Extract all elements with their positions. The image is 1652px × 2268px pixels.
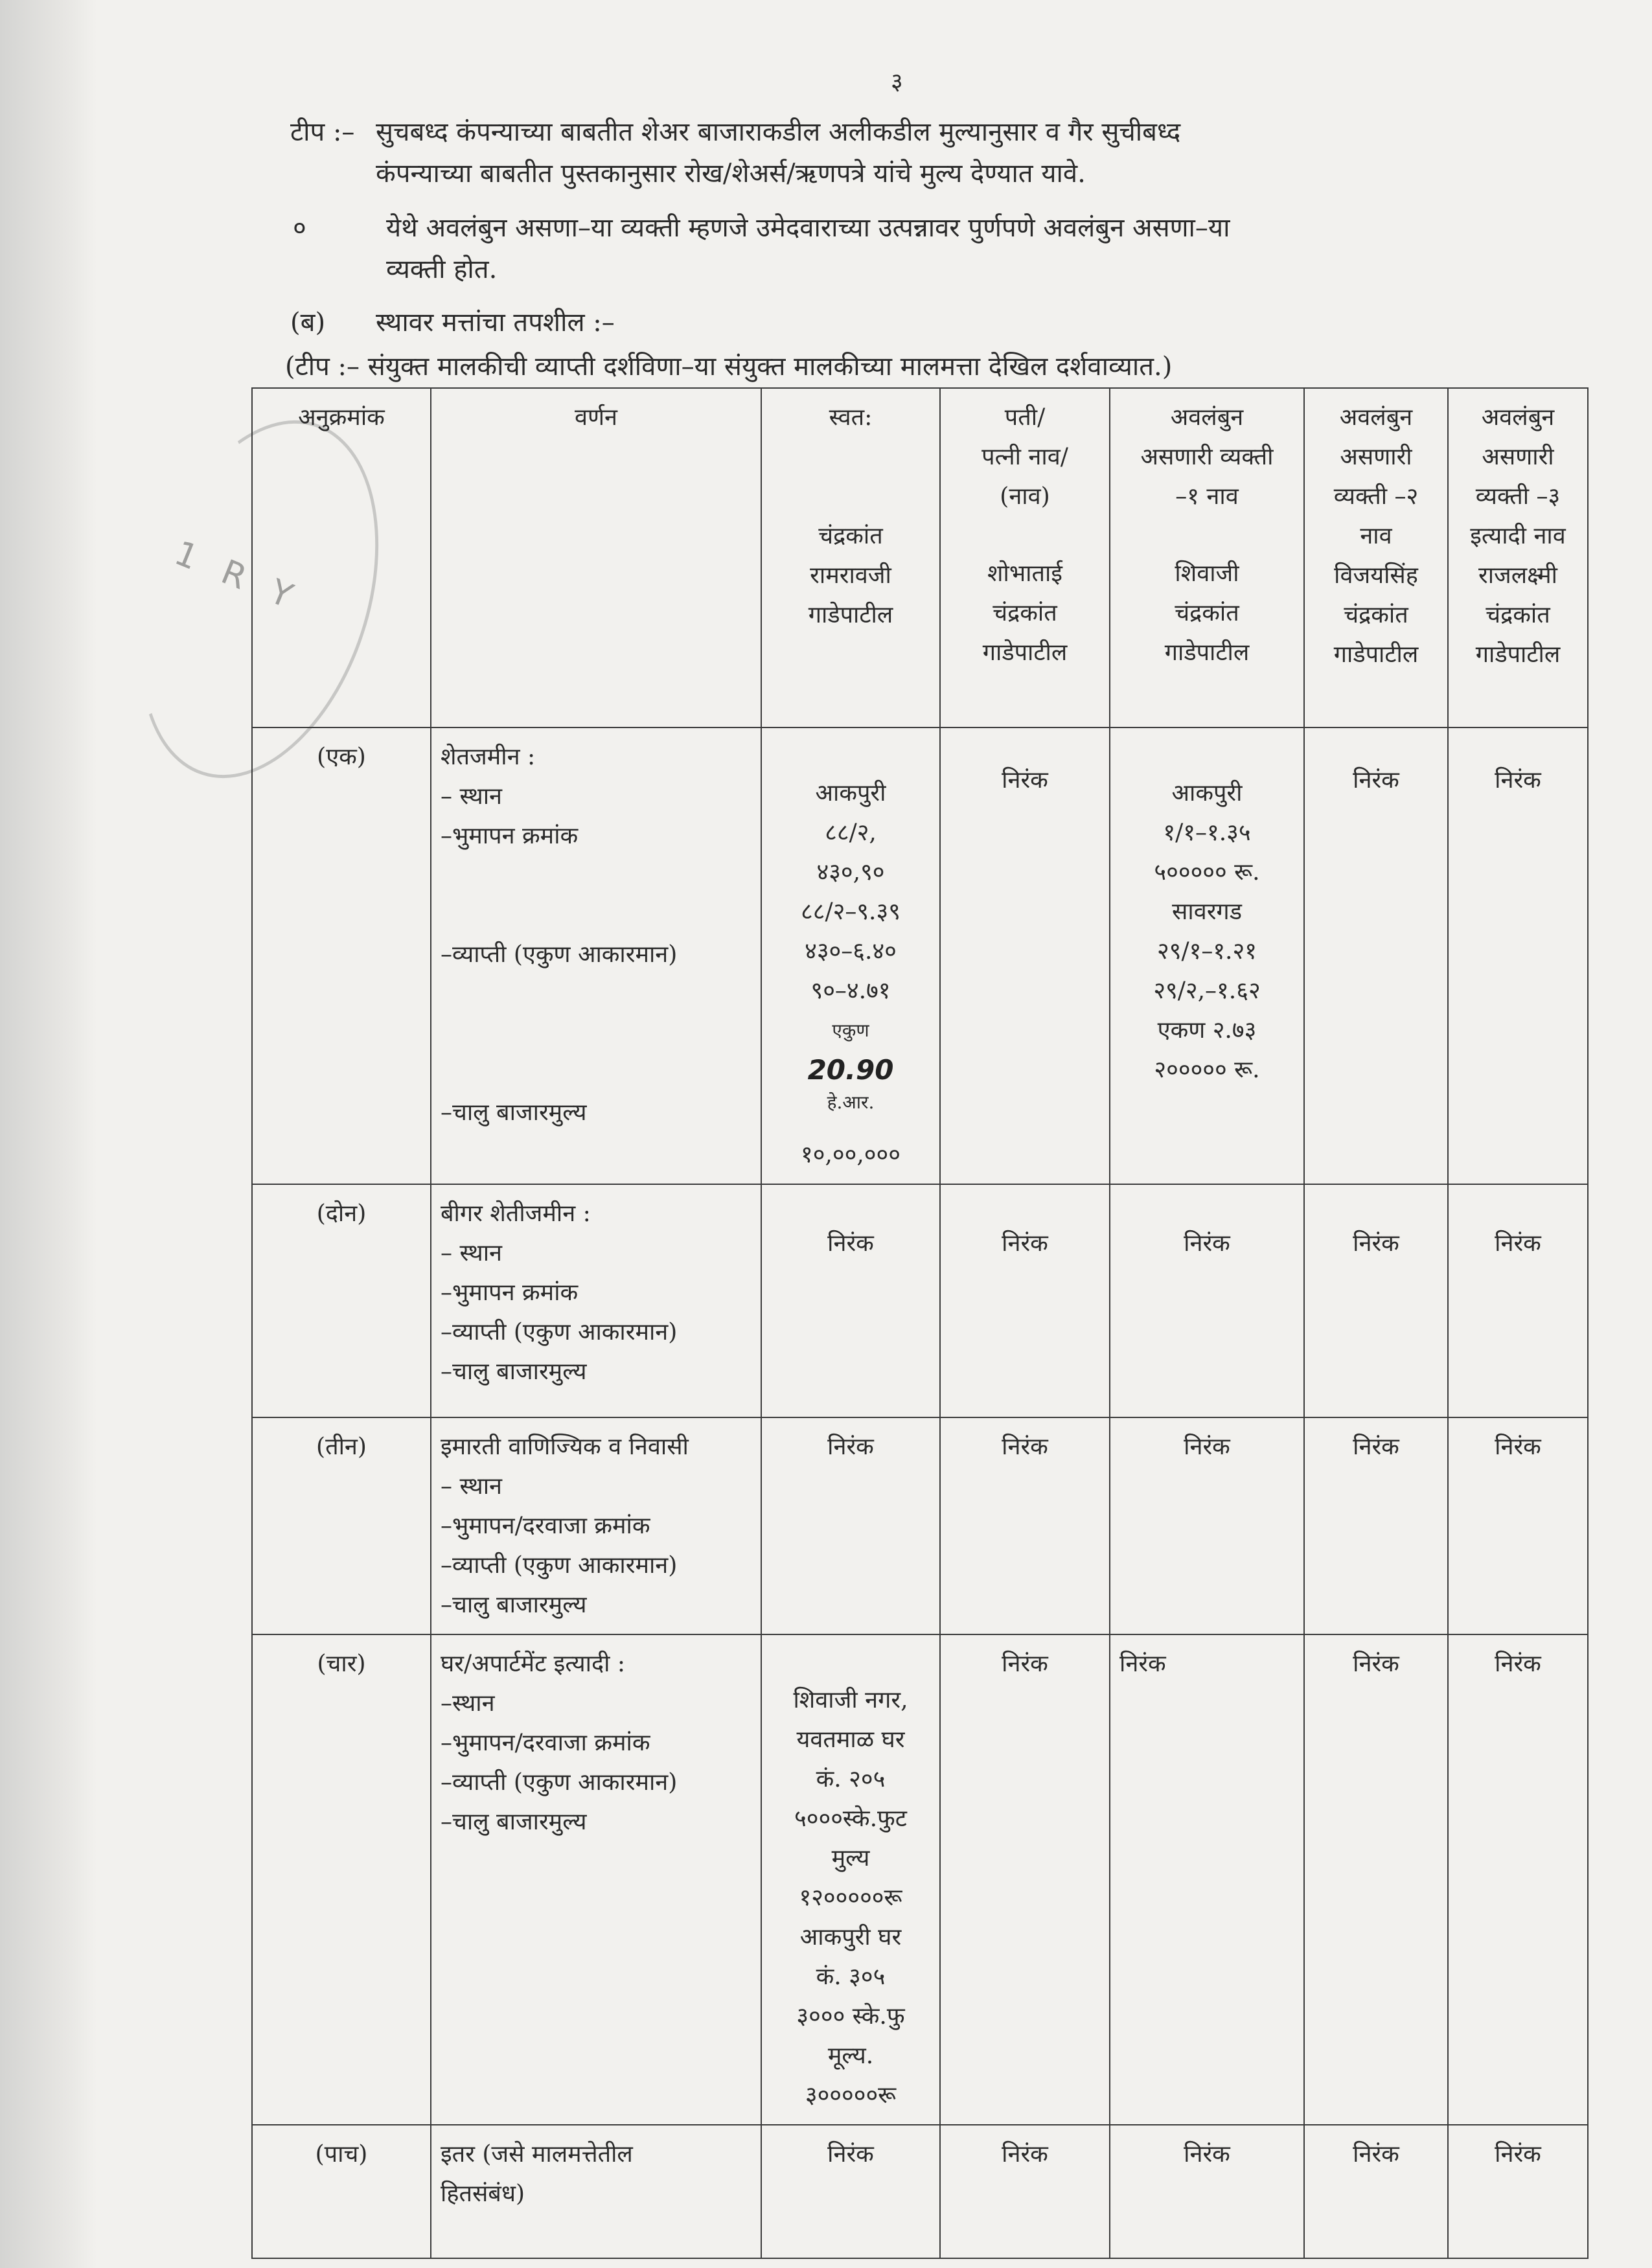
- bullet-line-1: येथे अवलंबुन असणा–या व्यक्ती म्हणजे उमेदवाराच्या उत्पन्नावर पुर्णपणे अवलंबुन असणा–या: [386, 213, 1230, 243]
- row1-self: आकपुरी ८८/२, ४३०,९० ८८/२–९.३९ ४३०–६.४० ९०–४.७१ एकुण 20.90 हे.आर. १०,००,०००: [761, 727, 940, 1184]
- row4-serial: (चार): [252, 1634, 431, 2125]
- table-row-non-agricultural-land: [252, 1184, 1588, 1417]
- header-description: वर्णन: [431, 388, 761, 727]
- table-row-buildings: [252, 1417, 1588, 1634]
- stamp-text: 1 R Y: [169, 533, 306, 620]
- row2-dependent-1: निरंक: [1110, 1184, 1304, 1417]
- row2-spouse: निरंक: [940, 1184, 1110, 1417]
- bullet-symbol: ०: [293, 213, 306, 243]
- header-dependent-2: अवलंबुन असणारी व्यक्ती –२ नाव विजयसिंह चंद्रकांत गाडेपाटील: [1304, 388, 1448, 727]
- table-row-other-interests: [252, 2125, 1588, 2258]
- section-title: स्थावर मत्तांचा तपशील :–: [376, 308, 615, 338]
- header-dependent-3: अवलंबुन असणारी व्यक्ती –३ इत्यादी नाव राजलक्ष्मी चंद्रकांत गाडेपाटील: [1448, 388, 1588, 727]
- header-self: स्वत: चंद्रकांत रामरावजी गाडेपाटील: [761, 388, 940, 727]
- row5-dependent-3: निरंक: [1448, 2125, 1588, 2258]
- row2-serial: (दोन): [252, 1184, 431, 1417]
- note-label: टीप :–: [290, 117, 355, 147]
- header-dependent-1: अवलंबुन असणारी व्यक्ती –१ नाव शिवाजी चंद्रकांत गाडेपाटील: [1110, 388, 1304, 727]
- header-spouse: पती/ पत्नी नाव/ (नाव) शोभाताई चंद्रकांत गाडेपाटील: [940, 388, 1110, 727]
- table-row-agricultural-land: [252, 727, 1588, 1184]
- note-line-2: कंपन्याच्या बाबतीत पुस्तकानुसार रोख/शेअर्स/ऋणपत्रे यांचे मुल्य देण्यात यावे.: [376, 159, 1086, 189]
- page-edge-shadow: [0, 0, 97, 2268]
- row4-dependent-3: निरंक: [1448, 1634, 1588, 2125]
- row4-self: शिवाजी नगर, यवतमाळ घर कं. २०५ ५०००स्के.फुट मुल्य १२०००००रू आकपुरी घर कं. ३०५ ३००० स्के.फु मूल्य. ३०००००रू: [761, 1634, 940, 2125]
- table-row-house-apartment: [252, 1634, 1588, 2125]
- row4-dependent-2: निरंक: [1304, 1634, 1448, 2125]
- row3-description: इमारती वाणिज्यिक व निवासी – स्थान –भुमापन/दरवाजा क्रमांक –व्याप्ती (एकुण आकारमान) –चालु बाजारमुल्य: [431, 1417, 761, 1634]
- note-line-1: सुचबध्द कंपन्याच्या बाबतीत शेअर बाजाराकडील अलीकडील मुल्यानुसार व गैर सुचीबध्द: [376, 117, 1181, 147]
- row2-dependent-3: निरंक: [1448, 1184, 1588, 1417]
- section-label: (ब): [290, 308, 326, 338]
- row1-dependent-3: निरंक: [1448, 727, 1588, 1184]
- row5-serial: (पाच): [252, 2125, 431, 2258]
- row5-self: निरंक: [761, 2125, 940, 2258]
- table-header-row: [252, 388, 1588, 727]
- section-note: (टीप :– संयुक्त मालकीची व्याप्ती दर्शविणा–या संयुक्त मालकीच्या मालमत्ता देखिल दर्शवाव्यात.): [285, 352, 1173, 382]
- row1-dependent-2: निरंक: [1304, 727, 1448, 1184]
- row5-dependent-1: निरंक: [1110, 2125, 1304, 2258]
- row3-dependent-2: निरंक: [1304, 1417, 1448, 1634]
- row2-dependent-2: निरंक: [1304, 1184, 1448, 1417]
- row1-spouse: निरंक: [940, 727, 1110, 1184]
- bullet-line-2: व्यक्ती होत.: [386, 255, 498, 284]
- row3-dependent-3: निरंक: [1448, 1417, 1588, 1634]
- row4-description: घर/अपार्टमेंट इत्यादी : –स्थान –भुमापन/दरवाजा क्रमांक –व्याप्ती (एकुण आकारमान) –चालु बाजारमुल्य: [431, 1634, 761, 2125]
- row5-description: इतर (जसे मालमत्तेतील हितसंबंध): [431, 2125, 761, 2258]
- row5-dependent-2: निरंक: [1304, 2125, 1448, 2258]
- row3-self: निरंक: [761, 1417, 940, 1634]
- row5-spouse: निरंक: [940, 2125, 1110, 2258]
- handwritten-total: 20.90: [807, 1054, 894, 1086]
- immovable-assets-table: [251, 387, 1589, 2259]
- row4-spouse: निरंक: [940, 1634, 1110, 2125]
- row1-description: शेतजमीन : – स्थान –भुमापन क्रमांक –व्याप्ती (एकुण आकारमान) –चालु बाजारमुल्य: [431, 727, 761, 1184]
- row2-self: निरंक: [761, 1184, 940, 1417]
- row4-dependent-1: निरंक: [1110, 1634, 1304, 2125]
- row3-serial: (तीन): [252, 1417, 431, 1634]
- page-number: ३: [891, 69, 903, 95]
- header-serial: अनुक्रमांक: [252, 388, 431, 727]
- row1-dependent-1: आकपुरी १/१–१.३५ ५००००० रू. सावरगड २९/१–१.२१ २९/२,–१.६२ एकण २.७३ २००००० रू.: [1110, 727, 1304, 1184]
- row1-serial: (एक): [252, 727, 431, 1184]
- row2-description: बीगर शेतीजमीन : – स्थान –भुमापन क्रमांक –व्याप्ती (एकुण आकारमान) –चालु बाजारमुल्य: [431, 1184, 761, 1417]
- row3-dependent-1: निरंक: [1110, 1417, 1304, 1634]
- row3-spouse: निरंक: [940, 1417, 1110, 1634]
